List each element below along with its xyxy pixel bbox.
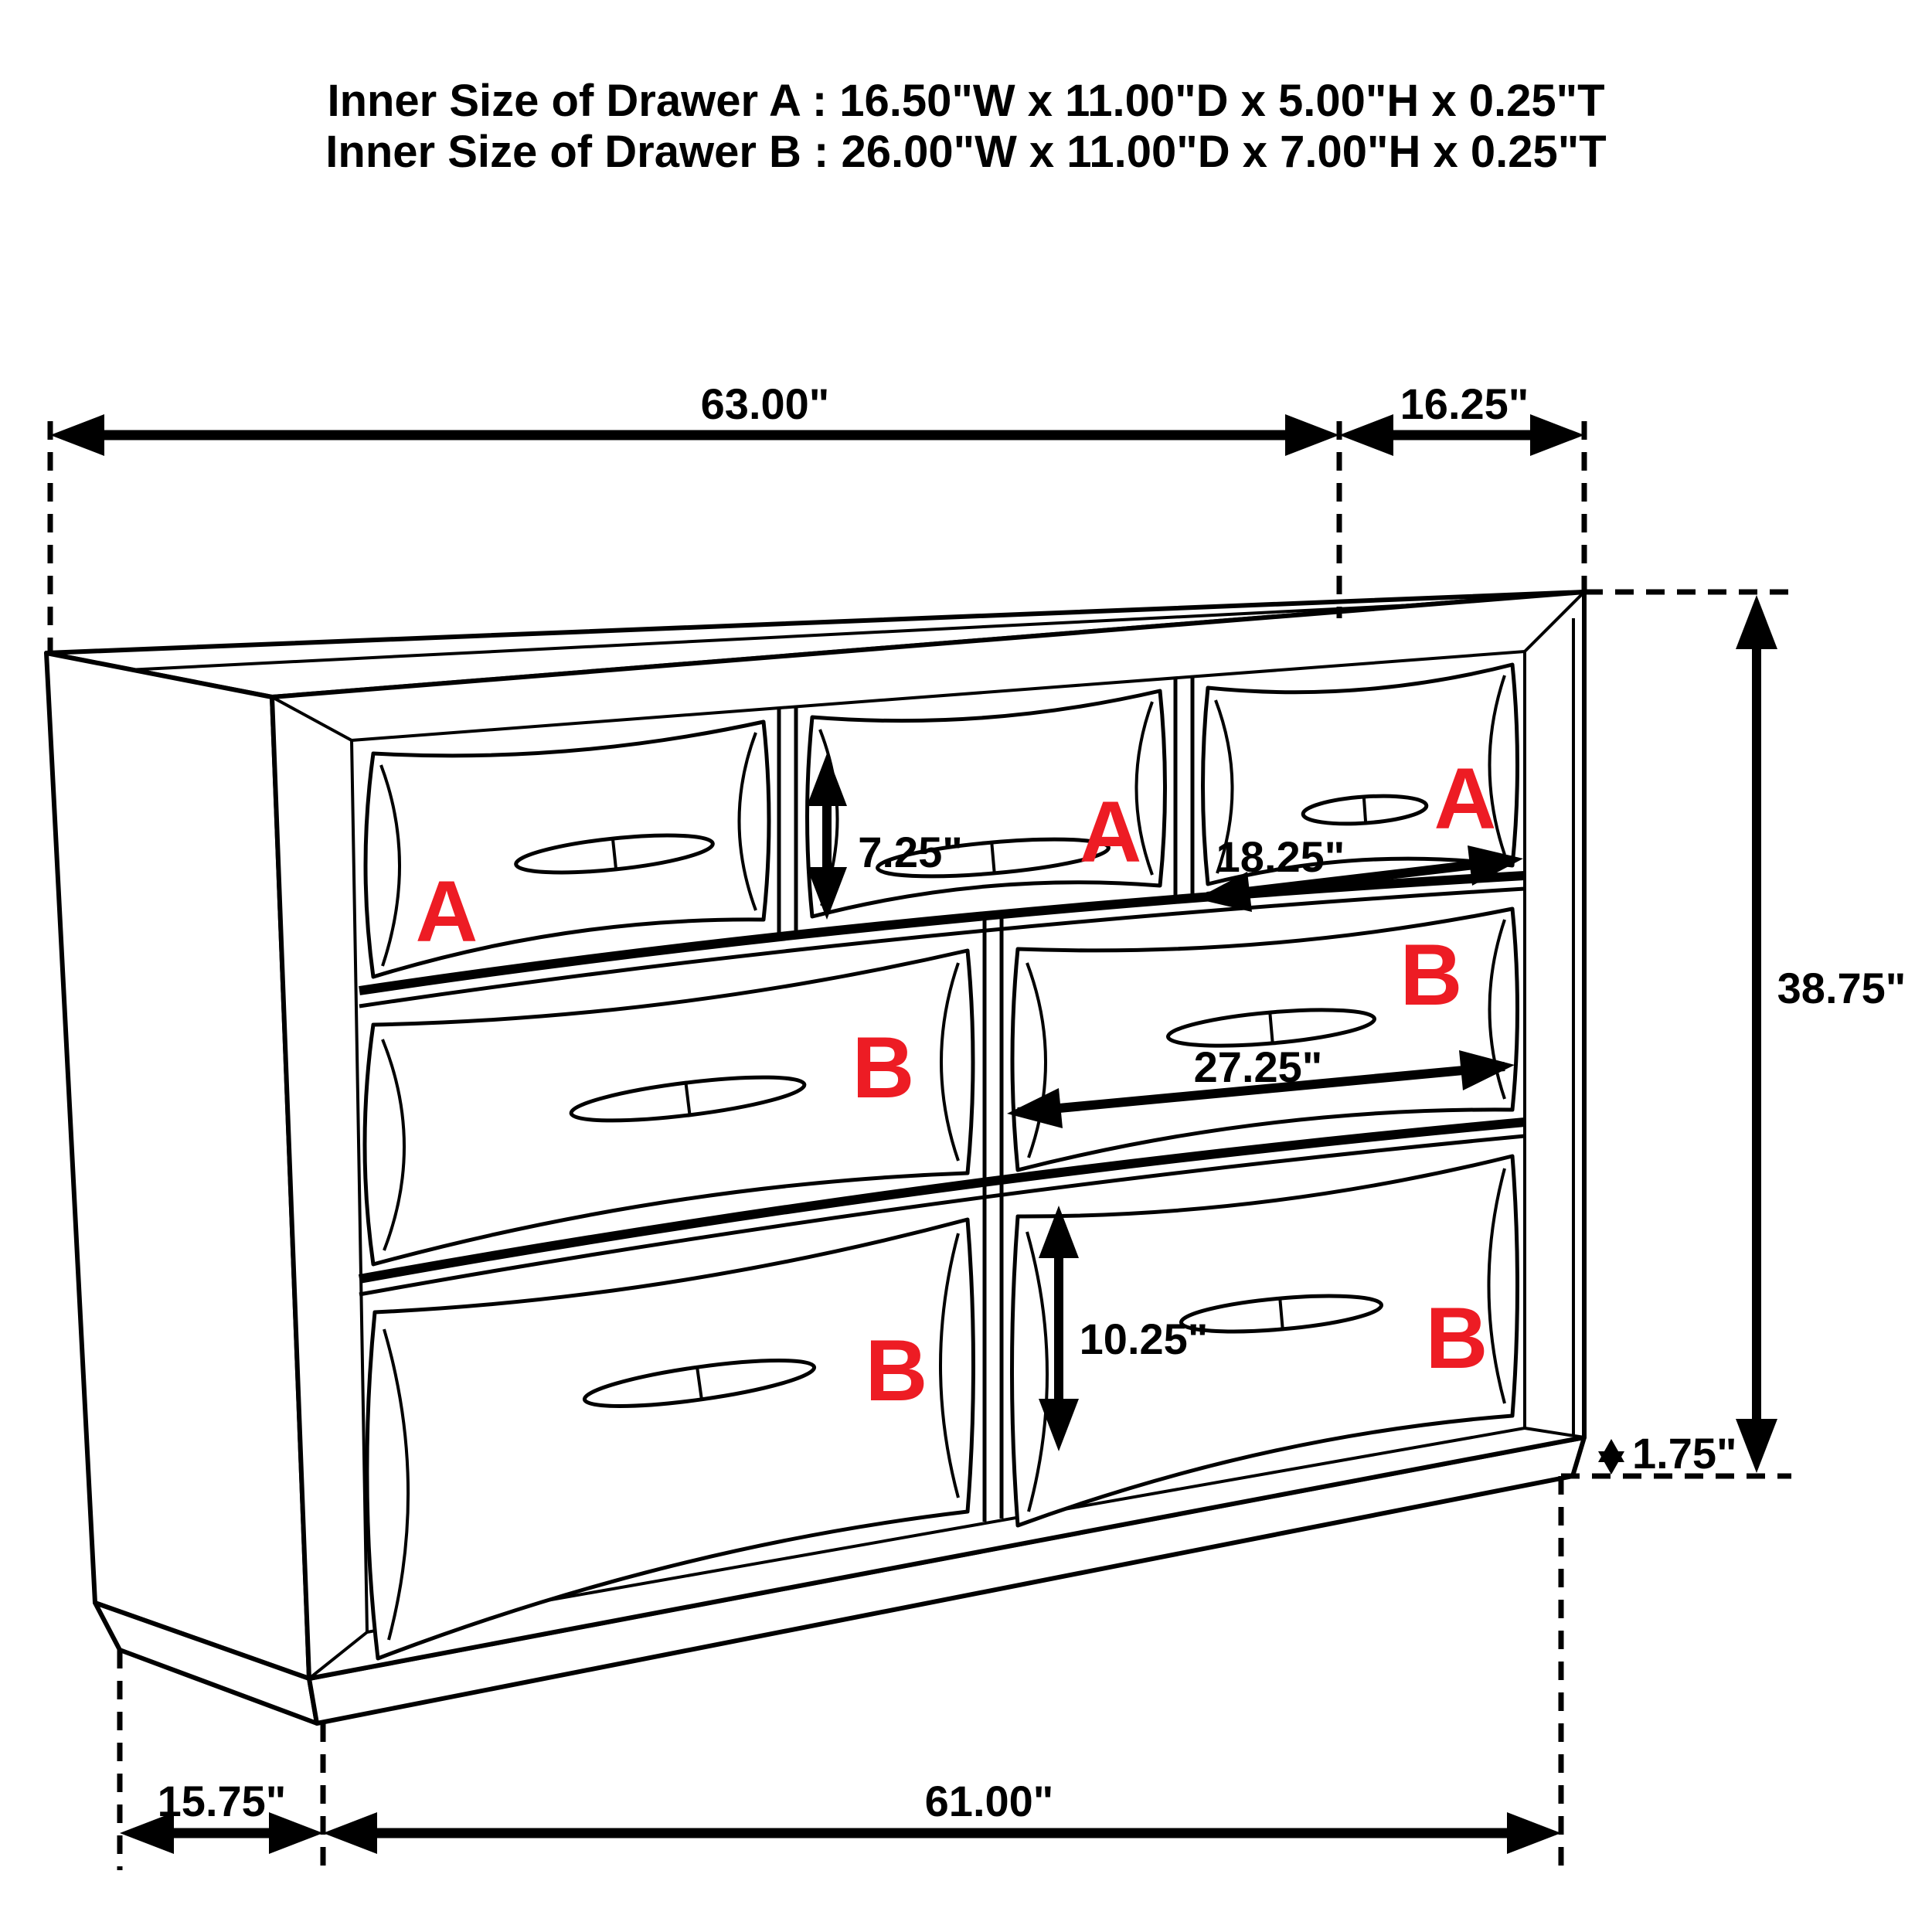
drawer-label-a2: A (1079, 784, 1142, 880)
drawer-label-b-upper-right: B (1400, 927, 1463, 1023)
dim-label-drawer-a-height: 7.25" (858, 828, 963, 876)
dim-label-drawer-a-width: 18.25" (1216, 832, 1345, 881)
dresser-left-side-panel (46, 653, 309, 1679)
dim-label-top-depth: 16.25" (1400, 379, 1529, 428)
title-line-drawer-a: Inner Size of Drawer A : 16.50"W x 11.00"D x 5.00"H x 0.25"T (327, 76, 1605, 126)
dresser-drawing (46, 592, 1584, 1723)
dim-label-bottom-depth: 15.75" (157, 1777, 287, 1825)
drawer-label-b-upper-left: B (852, 1019, 915, 1116)
dim-label-drawer-b-height: 10.25" (1079, 1315, 1209, 1363)
dimension-base-height (1598, 1429, 1737, 1478)
drawer-label-b-lower-left: B (865, 1322, 928, 1419)
dimension-bottom-width (323, 1777, 1561, 1854)
drawer-label-a3: A (1434, 750, 1497, 847)
dim-label-base-height: 1.75" (1632, 1429, 1737, 1478)
dimension-top-depth (1339, 379, 1584, 456)
title-line-drawer-b: Inner Size of Drawer B : 26.00"W x 11.00"D x 7.00"H x 0.25"T (325, 127, 1607, 177)
title-block (325, 76, 1606, 177)
dimension-total-height (1736, 595, 1906, 1473)
drawer-label-a1: A (415, 863, 478, 960)
dimension-bottom-depth (120, 1777, 323, 1854)
drawer-label-b-lower-right: B (1425, 1290, 1488, 1386)
dim-label-total-height: 38.75" (1777, 964, 1906, 1012)
dim-label-drawer-b-width: 27.25" (1193, 1043, 1323, 1091)
dim-label-bottom-width: 61.00" (924, 1777, 1054, 1825)
dim-label-top-width: 63.00" (700, 379, 830, 428)
dimension-top-width (50, 379, 1339, 456)
